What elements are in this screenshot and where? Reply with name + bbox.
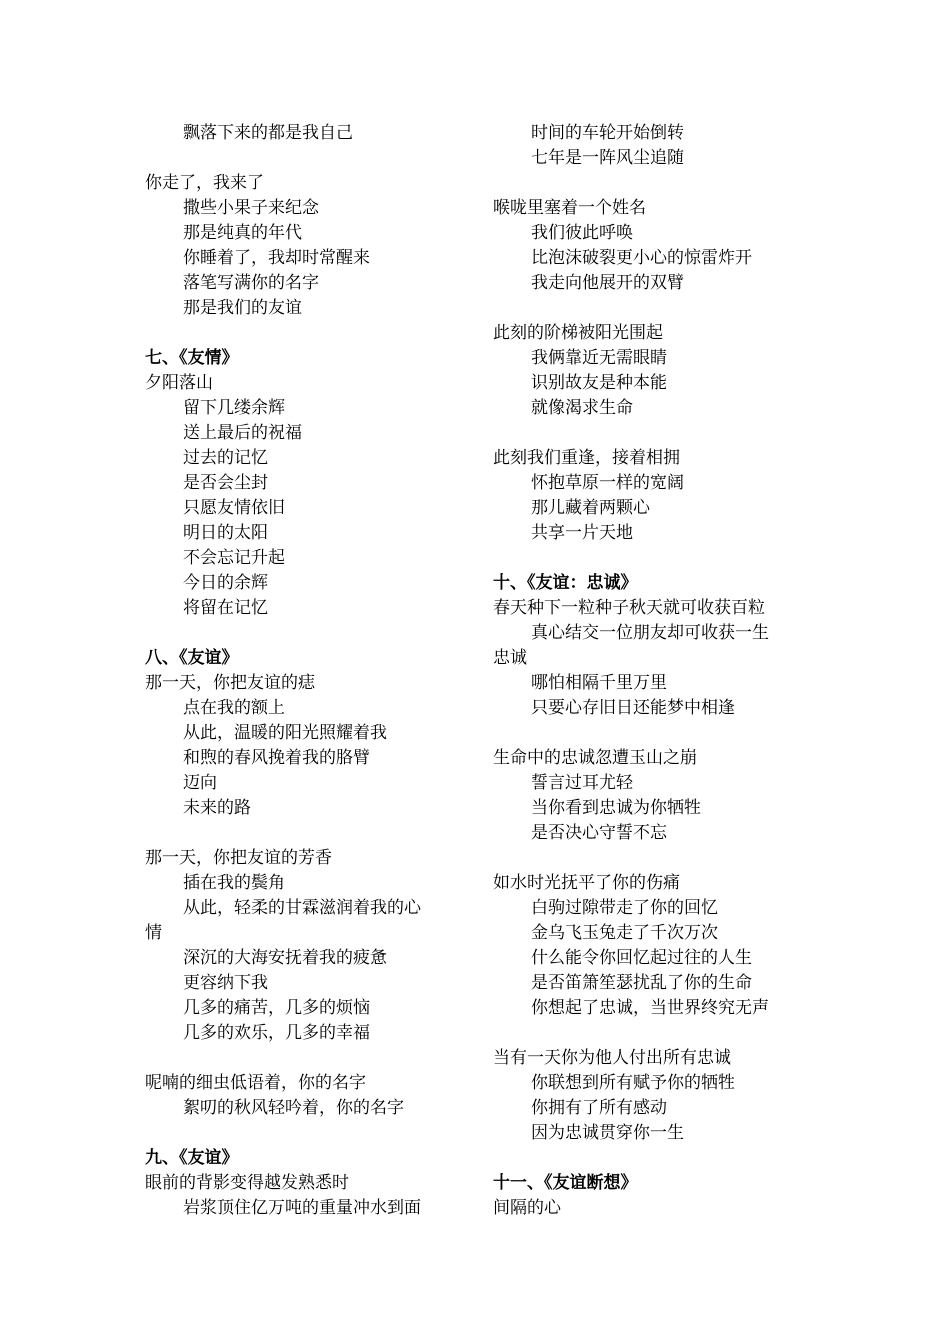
poem-line: 那是我们的友谊 xyxy=(183,298,302,318)
poem-line: 和煦的春风挽着我的胳臂 xyxy=(183,748,370,768)
poem-line: 送上最后的祝福 xyxy=(183,423,302,443)
poem-line: 那一天，你把友谊的芳香 xyxy=(145,848,332,868)
poem-line: 当你看到忠诚为你牺牲 xyxy=(531,798,701,818)
poem-line: 是否决心守誓不忘 xyxy=(531,823,667,843)
poem-heading: 七、《友情》 xyxy=(145,348,239,368)
poem-line: 从此，温暖的阳光照耀着我 xyxy=(183,723,387,743)
stanza-gap xyxy=(145,1121,465,1146)
stanza-gap xyxy=(145,1046,465,1071)
poem-line: 我俩靠近无需眼睛 xyxy=(531,348,667,368)
poem-line: 插在我的鬓角 xyxy=(183,873,285,893)
poem-line: 金乌飞玉兔走了千次万次 xyxy=(531,923,718,943)
poem-line: 喉咙里塞着一个姓名 xyxy=(493,198,646,218)
poem-line: 真心结交一位朋友却可收获一生 xyxy=(531,623,769,643)
poem-line: 只要心存旧日还能梦中相逢 xyxy=(531,698,735,718)
poem-line: 誓言过耳尤轻 xyxy=(531,773,633,793)
poem-line: 只愿友情依旧 xyxy=(183,498,285,518)
poem-line: 此刻我们重逢，接着相拥 xyxy=(493,448,680,468)
poem-line: 你联想到所有赋予你的牺牲 xyxy=(531,1073,735,1093)
poem-line: 今日的余辉 xyxy=(183,573,268,593)
poem-line: 什么能令你回忆起过往的人生 xyxy=(531,948,752,968)
poem-line: 明日的太阳 xyxy=(183,523,268,543)
poem-line: 从此，轻柔的甘霖滋润着我的心 xyxy=(183,898,421,918)
stanza-gap xyxy=(493,1021,813,1046)
poem-line: 比泡沫破裂更小心的惊雷炸开 xyxy=(531,248,752,268)
stanza-gap xyxy=(493,721,813,746)
poem-line: 七年是一阵风尘追随 xyxy=(531,148,684,168)
poem-line: 生命中的忠诚忽遭玉山之崩 xyxy=(493,748,697,768)
poem-line: 那是纯真的年代 xyxy=(183,223,302,243)
poem-line: 是否笛箫笙瑟扰乱了你的生命 xyxy=(531,973,752,993)
poem-line: 此刻的阶梯被阳光围起 xyxy=(493,323,663,343)
stanza-gap xyxy=(493,846,813,871)
poem-line: 夕阳落山 xyxy=(145,373,213,393)
poem-line: 那一天，你把友谊的痣 xyxy=(145,673,315,693)
poem-line: 眼前的背影变得越发熟悉时 xyxy=(145,1173,349,1193)
poem-line: 间隔的心 xyxy=(493,1198,561,1218)
poem-line: 几多的欢乐，几多的幸福 xyxy=(183,1023,370,1043)
poem-line: 呢喃的细虫低语着，你的名字 xyxy=(145,1073,366,1093)
poem-line: 将留在记忆 xyxy=(183,598,268,618)
poem-line: 就像渴求生命 xyxy=(531,398,633,418)
poem-heading: 八、《友谊》 xyxy=(145,648,239,668)
poem-line: 忠诚 xyxy=(493,648,527,668)
stanza-gap xyxy=(493,171,813,196)
poem-line: 怀抱草原一样的宽阔 xyxy=(531,473,684,493)
poem-line: 深沉的大海安抚着我的疲惫 xyxy=(183,948,387,968)
stanza-gap xyxy=(145,621,465,646)
poem-line: 留下几缕余辉 xyxy=(183,398,285,418)
poem-line: 你想起了忠诚，当世界终究无声 xyxy=(531,998,769,1018)
stanza-gap xyxy=(493,296,813,321)
poem-line: 你睡着了，我却时常醒来 xyxy=(183,248,370,268)
poem-line: 过去的记忆 xyxy=(183,448,268,468)
poem-line: 不会忘记升起 xyxy=(183,548,285,568)
poem-line: 飘落下来的都是我自己 xyxy=(183,123,353,143)
left-column xyxy=(145,121,465,1221)
poem-line: 识别故友是种本能 xyxy=(531,373,667,393)
poem-line: 撒些小果子来纪念 xyxy=(183,198,319,218)
poem-line: 那儿藏着两颗心 xyxy=(531,498,650,518)
poem-line: 你拥有了所有感动 xyxy=(531,1098,667,1118)
right-column xyxy=(493,121,813,1221)
poem-heading: 十、《友谊：忠诚》 xyxy=(493,573,638,593)
poem-line: 我们彼此呼唤 xyxy=(531,223,633,243)
poem-line: 我走向他展开的双臂 xyxy=(531,273,684,293)
poem-line: 落笔写满你的名字 xyxy=(183,273,319,293)
poem-line: 迈向 xyxy=(183,773,217,793)
stanza-gap xyxy=(493,1146,813,1171)
poem-line: 当有一天你为他人付出所有忠诚 xyxy=(493,1048,731,1068)
poem-heading: 十一、《友谊断想》 xyxy=(493,1173,638,1193)
poem-line: 情 xyxy=(145,923,162,943)
poem-line: 时间的车轮开始倒转 xyxy=(531,123,684,143)
poem-line: 共享一片天地 xyxy=(531,523,633,543)
stanza-gap xyxy=(145,146,465,171)
poem-line: 是否会尘封 xyxy=(183,473,268,493)
poem-line: 哪怕相隔千里万里 xyxy=(531,673,667,693)
poem-line: 更容纳下我 xyxy=(183,973,268,993)
poem-line: 你走了，我来了 xyxy=(145,173,264,193)
stanza-gap xyxy=(493,546,813,571)
poem-line: 几多的痛苦，几多的烦恼 xyxy=(183,998,370,1018)
poem-line: 点在我的额上 xyxy=(183,698,285,718)
poem-line: 如水时光抚平了你的伤痛 xyxy=(493,873,680,893)
poem-heading: 九、《友谊》 xyxy=(145,1148,239,1168)
poem-line: 因为忠诚贯穿你一生 xyxy=(531,1123,684,1143)
poem-line: 絮叨的秋风轻吟着，你的名字 xyxy=(183,1098,404,1118)
poem-line: 春天种下一粒种子秋天就可收获百粒 xyxy=(493,598,765,618)
poem-line: 白驹过隙带走了你的回忆 xyxy=(531,898,718,918)
stanza-gap xyxy=(145,821,465,846)
poem-line: 未来的路 xyxy=(183,798,251,818)
stanza-gap xyxy=(493,421,813,446)
stanza-gap xyxy=(145,321,465,346)
poem-line: 岩浆顶住亿万吨的重量冲水到面 xyxy=(183,1198,421,1218)
